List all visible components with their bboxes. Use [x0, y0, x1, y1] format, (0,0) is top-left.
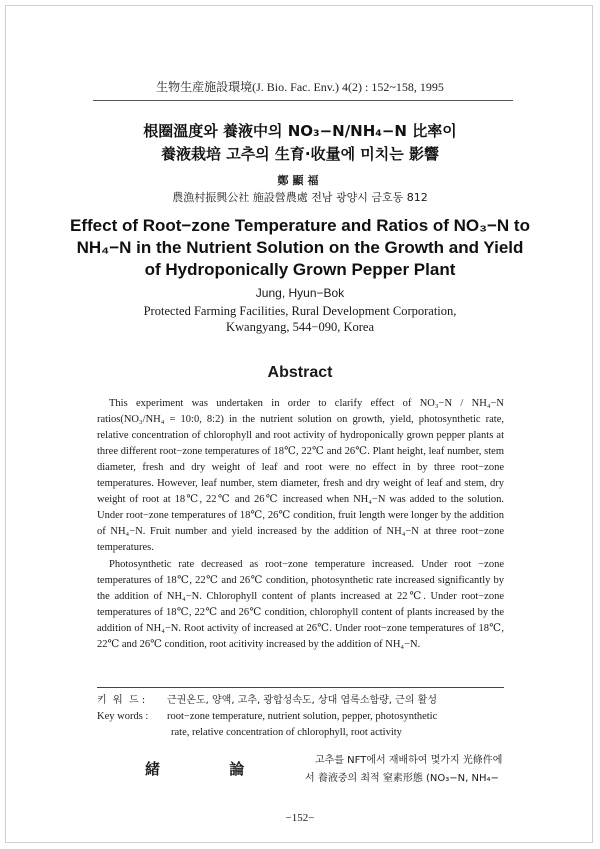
introduction-line: 서 養液중의 최적 窒素形態 (NO₃−N, NH₄−: [305, 773, 499, 784]
english-title-line: NH₄−N in the Nutrient Solution on the Growth and Yield: [76, 238, 524, 257]
affiliation-line: Kwangyang, 544−090, Korea: [226, 320, 374, 334]
abstract-heading: Abstract: [267, 364, 333, 381]
keywords-rule: [97, 687, 504, 688]
introduction-line: 고추를 NFT에서 재배하여 몇가지 光條件에: [315, 755, 503, 766]
korean-author: 鄭顯福: [277, 174, 323, 187]
korean-title-line: 根圈溫度와 養液中의 NO₃−N/NH₄−N 比率이: [143, 122, 457, 140]
keywords-en-label: Key words :: [97, 711, 149, 722]
korean-affiliation: 農漁村振興公社 施設營農處 전남 광양시 금호동 812: [172, 191, 428, 204]
korean-title-line: 養液栽培 고추의 生育·收量에 미치는 影響: [160, 145, 440, 163]
introduction-heading: 緒 論: [145, 760, 277, 778]
abstract-body: [97, 396, 504, 653]
abstract-paragraph: This experiment was undertaken in order to clarify effect of NO₃−N / NH₄−N ratios(NO₃/NH₄ = 10:0, 8:2) in the nutrient solution on growth, yield, photosynthetic rate, relative concentration of chlorophyll and root activity of hydroponically grown pepper plants at three different root−zone temperatures of 18℃, 22℃ and 26℃. Plant height, leaf number, stem diameter, fresh and dry weight of leaf and root were no effect in by three root−zone temperatures. However, leaf number, stem diameter, fresh and dry weight of leaf and stem, dry weight of root at 18℃, 22℃ and 26℃ increased when NH₄−N was added to the solution. Under root−zone temperatures of 18℃, 26℃ condition, fruit length were longer by the addition of NH₄−N. Fruit number and yield increased by the addition of NH₄−N at three root−zone temperatures.: [97, 398, 504, 553]
korean-title: [0, 120, 600, 166]
journal-header: 生物生産施設環境(J. Bio. Fac. Env.) 4(2) : 152~158, 1995: [156, 80, 444, 94]
keywords-en-text: root−zone temperature, nutrient solution, pepper, photosynthetic: [167, 711, 438, 722]
keywords-en-continued: rate, relative concentration of chlorophyll, root activity: [171, 727, 402, 738]
english-affiliation: [0, 303, 600, 335]
header-rule: [93, 100, 513, 101]
english-title: [0, 215, 600, 281]
keywords-korean: [97, 693, 507, 709]
keywords-ko-text: 근권온도, 양액, 고추, 광합성속도, 상대 엽록소함량, 근의 활성: [167, 695, 437, 706]
keywords-block: [97, 693, 507, 741]
keywords-english: [97, 709, 507, 725]
english-title-line: Effect of Root−zone Temperature and Ratios of NO₃−N to: [70, 216, 530, 235]
abstract-paragraph: Photosynthetic rate decreased as root−zone temperature increased. Under root −zone temperatures of 18℃, 22℃ and 26℃ condition, photosynthetic rate increased significantly by the addition of NH₄−N. Chlorophyll content of plants increased at 22℃. Under root−zone temperatures of 18℃, 22℃ and 26℃ condition, chlorophyll content of plants increased by the addition of NH₄−N. Root activity of increased at 26℃. Under root−zone temperatures of 18℃, 22℃ and 26℃ condition, root acitivity increased by the addition of NH₄−N.: [97, 559, 504, 650]
english-author: Jung, Hyun−Bok: [255, 286, 345, 300]
keywords-ko-label: 키 워 드 :: [97, 695, 146, 706]
page-number: −152−: [285, 812, 315, 824]
introduction-text: [305, 752, 515, 788]
english-title-line: of Hydroponically Grown Pepper Plant: [144, 260, 456, 279]
affiliation-line: Protected Farming Facilities, Rural Development Corporation,: [143, 304, 457, 318]
